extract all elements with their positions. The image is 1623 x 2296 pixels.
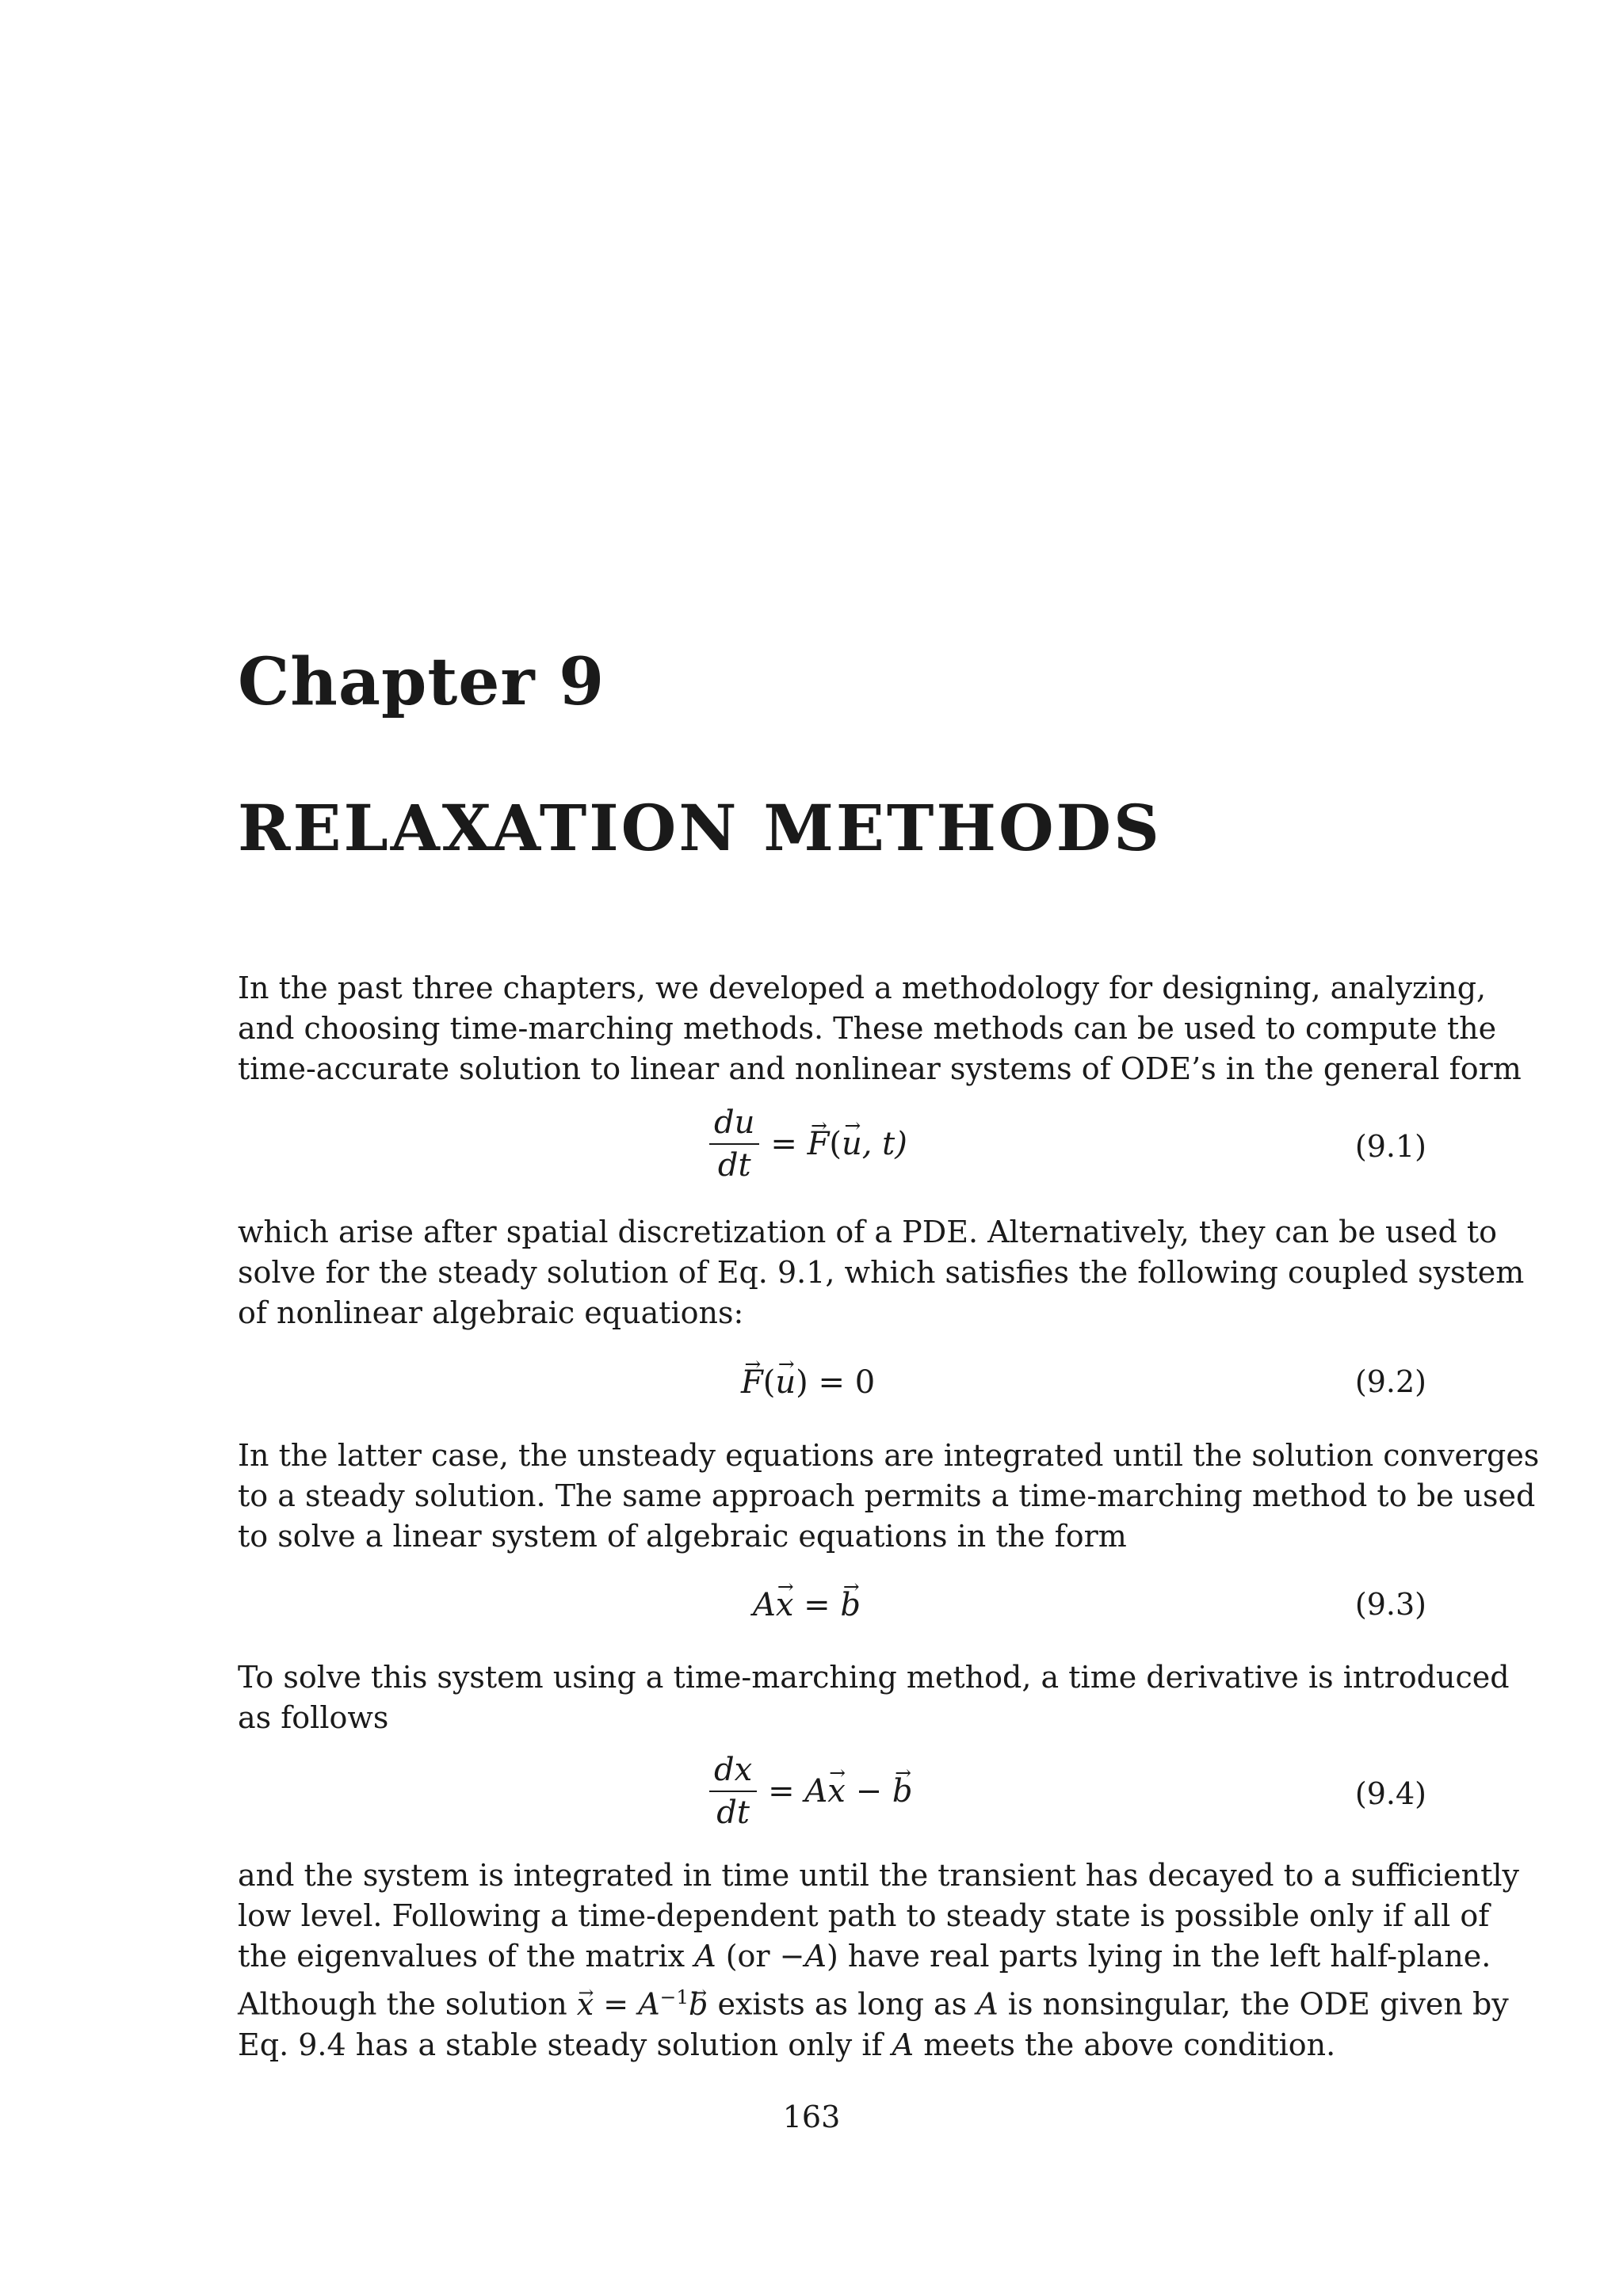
math-symbol: A [892,2027,915,2062]
equation-9-1 [238,1105,1426,1192]
paragraph-latter-case [238,1436,1540,1557]
text-span: is nonsingular, the ODE given by [998,1986,1509,2022]
text-span: (or [716,1939,780,1974]
equals-sign: = [768,1773,795,1810]
paragraph-time-derivative [238,1657,1510,1738]
superscript: −1 [659,1985,689,2008]
vector-x: x → [827,1773,846,1810]
eq4-denominator: dt [716,1794,750,1831]
text-line: In the past three chapters, we developed a methodology for designing, analyzing, [238,971,1487,1005]
chapter-title: RELAXATION METHODS [238,791,1162,865]
equation-9-4 [238,1753,1426,1840]
text-line: to a steady solution. The same approach permits a time-marching method to be used [238,1478,1536,1513]
eq4-numerator: dx [714,1752,753,1788]
vector-b: b → [892,1773,913,1810]
equation-number: (9.2) [1354,1364,1426,1399]
page-number: 163 [782,2100,841,2134]
text-line [238,1936,1491,1977]
text-line: time-accurate solution to linear and nonlinear systems of ODE’s in the general form [238,1051,1522,1086]
vector-b: b → [840,1587,861,1623]
text-span: Although the solution [238,1986,577,2022]
paragraph-stability [238,1855,1519,2065]
text-line: In the latter case, the unsteady equations are integrated until the solution converges [238,1438,1540,1473]
text-line: low level. Following a time-dependent path to steady state is possible only if all of [238,1898,1490,1933]
vector-u: u → [842,1126,862,1162]
chapter-label: Chapter 9 [238,644,605,720]
text-line [238,1977,1509,2025]
equation-number: (9.1) [1354,1129,1426,1164]
paren: ( [829,1126,842,1162]
text-line: which arise after spatial discretization of a PDE. Alternatively, they can be used to [238,1215,1498,1249]
text-span: ) have real parts lying in the left half-plane. [826,1939,1491,1974]
math-symbol: A [976,1986,999,2022]
math-symbol: A [694,1939,716,1974]
text-span: the eigenvalues of the matrix [238,1939,695,1974]
text-line: To solve this system using a time-marching method, a time derivative is introduced [238,1660,1510,1695]
paragraph-intro [238,968,1522,1089]
equals-sign: = [770,1126,797,1162]
equation-number: (9.4) [1354,1776,1426,1811]
text-line: to solve a linear system of algebraic equations in the form [238,1519,1127,1554]
fraction [709,1105,759,1183]
eq2-rhs: = 0 [818,1364,876,1401]
text-span: = [594,1986,639,2022]
text-span: exists as long as [708,1986,977,2022]
matrix-A: A [753,1587,776,1623]
paren: ) [796,1364,808,1401]
fraction [709,1753,757,1830]
vector-x: x → [776,1587,794,1623]
text-line: and the system is integrated in time until the transient has decayed to a sufficiently [238,1858,1519,1893]
vector-u: u → [775,1364,796,1401]
text-line [238,2025,1426,2065]
eq1-numerator: du [714,1104,755,1141]
eq1-denominator: dt [717,1147,751,1184]
vector-F: F → [808,1126,830,1162]
paragraph-steady [238,1212,1525,1333]
vector-x: x → [577,1985,594,2025]
vector-F: F → [741,1364,763,1401]
matrix-A: A [804,1773,828,1810]
text-line: of nonlinear algebraic equations: [238,1295,744,1330]
text-line: as follows [238,1700,389,1735]
minus-sign: − [855,1773,883,1810]
eq1-args: , t) [861,1126,907,1162]
text-span: Eq. 9.4 has a stable steady solution only if [238,2027,892,2062]
math-symbol: A [638,1986,660,2022]
text-span: meets the above condition. [914,2027,1336,2062]
text-line: solve for the steady solution of Eq. 9.1, which satisfies the following coupled system [238,1255,1525,1290]
equation-number: (9.3) [1354,1587,1426,1622]
equals-sign: = [804,1587,831,1623]
vector-b: b → [689,1985,708,2025]
text-line: and choosing time-marching methods. These methods can be used to compute the [238,1011,1497,1046]
paren: ( [762,1364,776,1401]
math-symbol: −A [779,1939,827,1974]
